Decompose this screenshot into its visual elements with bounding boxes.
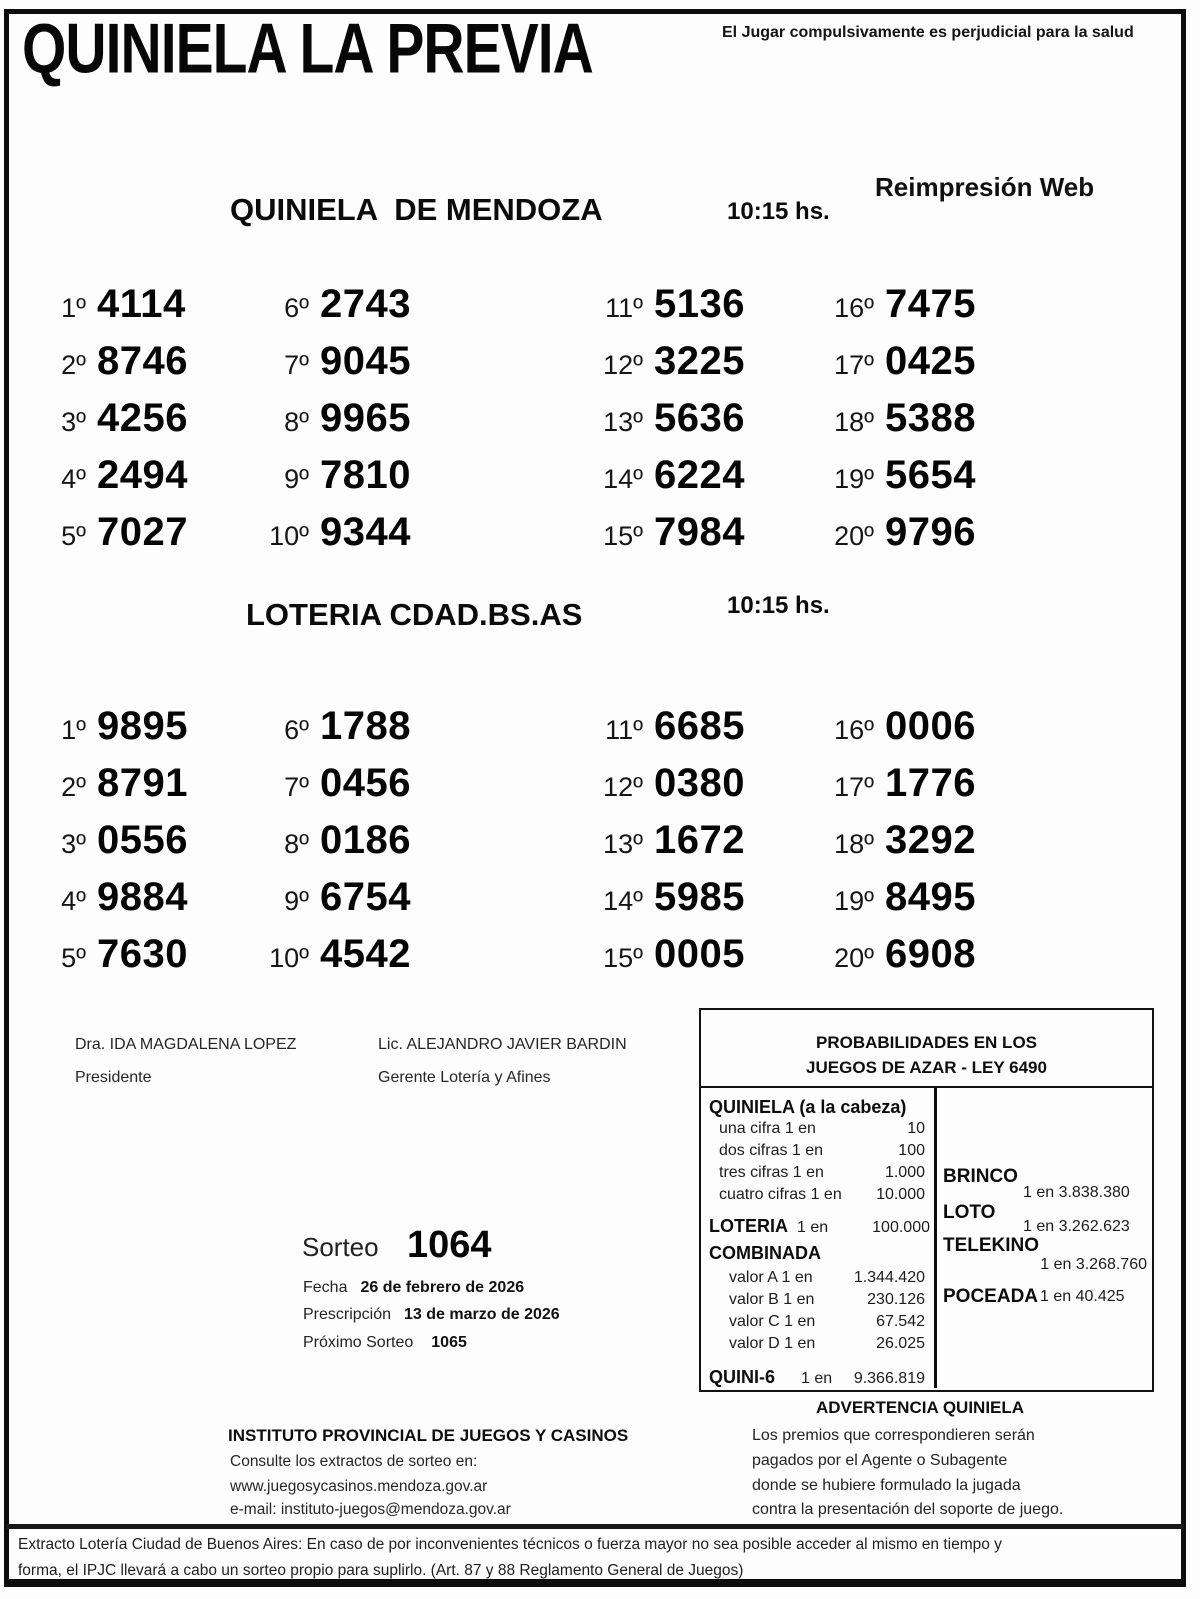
result-number: 4256 xyxy=(97,396,188,440)
game-name-telekino: TELEKINO xyxy=(943,1235,1040,1256)
probabilities-left-column xyxy=(701,1088,934,1388)
result-number: 3225 xyxy=(654,339,745,383)
probabilities-title-line2: JUEGOS DE AZAR - LEY 6490 xyxy=(806,1058,1047,1077)
draw-title-bsas: LOTERIA CDAD.BS.AS xyxy=(246,597,583,632)
result-cell xyxy=(587,504,818,561)
odds-label: valor B 1 en xyxy=(729,1291,815,1308)
results-grid-bsas xyxy=(30,698,1038,983)
odds-row xyxy=(701,1289,934,1311)
result-number: 9965 xyxy=(320,396,411,440)
odds-label: cuatro cifras 1 en xyxy=(719,1186,842,1203)
instituto-website: www.juegosycasinos.mendoza.gov.ar xyxy=(230,1478,488,1495)
advertencia-line: donde se hubiere formulado la jugada xyxy=(752,1477,1021,1494)
game-odds-poceada: 1 en 40.425 xyxy=(1040,1288,1125,1305)
result-position: 4º xyxy=(61,464,86,494)
odds-value: 26.025 xyxy=(876,1335,925,1352)
result-cell xyxy=(818,276,1038,333)
result-cell xyxy=(587,869,818,926)
quini6-odds-value: 9.366.819 xyxy=(853,1370,925,1387)
result-cell xyxy=(818,333,1038,390)
result-position: 7º xyxy=(284,350,309,380)
result-position: 10º xyxy=(269,943,309,973)
quiniela-odds-header: QUINIELA (a la cabeza) xyxy=(709,1097,907,1117)
result-number: 1788 xyxy=(320,704,411,748)
result-position: 11º xyxy=(605,293,643,323)
odds-value: 10.000 xyxy=(876,1186,925,1203)
result-cell xyxy=(30,755,253,812)
result-position: 10º xyxy=(269,521,309,551)
game-name-loto: LOTO xyxy=(943,1202,996,1223)
result-number: 1672 xyxy=(654,818,745,862)
result-number: 9884 xyxy=(97,875,188,919)
advertencia-line: pagados por el Agente o Subagente xyxy=(752,1452,1008,1469)
official-role-president: Presidente xyxy=(75,1069,152,1086)
result-position: 14º xyxy=(603,464,643,494)
result-position: 1º xyxy=(61,715,86,745)
result-number: 8791 xyxy=(97,761,188,805)
official-name-president: Dra. IDA MAGDALENA LOPEZ xyxy=(75,1036,297,1053)
result-number: 5654 xyxy=(885,453,976,497)
result-cell xyxy=(30,390,253,447)
result-position: 17º xyxy=(834,350,874,380)
result-cell xyxy=(30,869,253,926)
result-cell xyxy=(818,755,1038,812)
official-role-manager: Gerente Lotería y Afines xyxy=(378,1069,551,1086)
result-position: 13º xyxy=(603,407,643,437)
result-cell xyxy=(253,276,587,333)
result-number: 1776 xyxy=(885,761,976,805)
footer-disclaimer-line: forma, el IPJC llevará a cabo un sorteo propio para suplirlo. (Art. 87 y 88 Reglamento General de Juegos) xyxy=(18,1562,744,1579)
result-cell xyxy=(30,812,253,869)
advertencia-line: contra la presentación del soporte de juego. xyxy=(752,1501,1064,1518)
result-cell xyxy=(587,390,818,447)
draw-time-mendoza: 10:15 hs. xyxy=(727,198,830,225)
loteria-odds-row xyxy=(701,1215,934,1239)
result-position: 18º xyxy=(834,829,874,859)
result-cell xyxy=(253,812,587,869)
result-position: 3º xyxy=(61,407,86,437)
result-cell xyxy=(30,504,253,561)
prescripcion-value: 13 de marzo de 2026 xyxy=(404,1306,560,1323)
result-cell xyxy=(587,276,818,333)
odds-row xyxy=(701,1118,934,1140)
result-cell xyxy=(253,926,587,983)
result-number: 3292 xyxy=(885,818,976,862)
prescripcion-line xyxy=(303,1306,560,1324)
instituto-line: Consulte los extractos de sorteo en: xyxy=(230,1453,478,1470)
instituto-title: INSTITUTO PROVINCIAL DE JUEGOS Y CASINOS xyxy=(228,1426,629,1445)
draw-title-mendoza: QUINIELA DE MENDOZA xyxy=(230,192,603,227)
advertencia-title: ADVERTENCIA QUINIELA xyxy=(815,1398,1025,1417)
probabilities-title-line1: PROBABILIDADES EN LOS xyxy=(815,1033,1038,1052)
odds-value: 1.344.420 xyxy=(853,1269,925,1286)
result-cell xyxy=(30,333,253,390)
result-position: 12º xyxy=(603,772,643,802)
result-number: 4542 xyxy=(320,932,411,976)
odds-label: valor C 1 en xyxy=(729,1313,816,1330)
sorteo-label: Sorteo xyxy=(302,1232,379,1262)
result-position: 16º xyxy=(834,293,874,323)
result-cell xyxy=(587,447,818,504)
result-cell xyxy=(587,698,818,755)
result-position: 2º xyxy=(61,772,86,802)
fecha-value: 26 de febrero de 2026 xyxy=(360,1279,525,1296)
probabilities-right-column xyxy=(937,1088,1152,1388)
result-number: 9895 xyxy=(97,704,188,748)
footer-divider xyxy=(6,1524,1184,1529)
result-position: 12º xyxy=(603,350,643,380)
quini6-odds-mid: 1 en xyxy=(801,1370,833,1387)
game-odds-loto: 1 en 3.262.623 xyxy=(1023,1218,1130,1235)
result-number: 5136 xyxy=(654,282,745,326)
prescripcion-label: Prescripción xyxy=(303,1306,392,1323)
result-number: 2743 xyxy=(320,282,411,326)
official-name-manager: Lic. ALEJANDRO JAVIER BARDIN xyxy=(378,1036,627,1053)
result-position: 20º xyxy=(834,521,874,551)
loteria-odds-value: 100.000 xyxy=(872,1219,930,1236)
result-position: 13º xyxy=(603,829,643,859)
result-position: 9º xyxy=(284,886,309,916)
result-cell xyxy=(587,926,818,983)
result-number: 0380 xyxy=(654,761,745,805)
result-number: 6685 xyxy=(654,704,745,748)
result-position: 3º xyxy=(61,829,86,859)
result-cell xyxy=(253,333,587,390)
result-position: 2º xyxy=(61,350,86,380)
result-position: 6º xyxy=(284,293,309,323)
result-position: 15º xyxy=(603,521,643,551)
loteria-odds-label: LOTERIA xyxy=(709,1216,788,1236)
result-number: 9344 xyxy=(320,510,411,554)
odds-value: 230.126 xyxy=(867,1291,925,1308)
odds-label: tres cifras 1 en xyxy=(719,1164,824,1181)
sorteo-number: 1064 xyxy=(407,1224,492,1266)
footer-disclaimer-line: Extracto Lotería Ciudad de Buenos Aires: En caso de por inconvenientes técnicos o fuerza mayor no sea posible acceder al mismo en tiempo y xyxy=(18,1536,1002,1553)
result-position: 8º xyxy=(284,829,309,859)
result-cell xyxy=(818,504,1038,561)
reprint-web-label: Reimpresión Web xyxy=(875,172,1095,202)
instituto-email: e-mail: instituto-juegos@mendoza.gov.ar xyxy=(230,1501,511,1518)
result-position: 17º xyxy=(834,772,874,802)
proximo-sorteo-value: 1065 xyxy=(431,1334,467,1351)
odds-row xyxy=(701,1140,934,1162)
quini6-odds-label: QUINI-6 xyxy=(709,1367,776,1387)
game-name-brinco: BRINCO xyxy=(943,1166,1018,1187)
result-position: 4º xyxy=(61,886,86,916)
result-number: 9796 xyxy=(885,510,976,554)
result-cell xyxy=(587,333,818,390)
advertencia-line: Los premios que correspondieren serán xyxy=(752,1427,1035,1444)
game-name-poceada: POCEADA xyxy=(943,1286,1039,1307)
result-number: 0456 xyxy=(320,761,411,805)
result-cell xyxy=(818,698,1038,755)
probabilities-body xyxy=(701,1088,1152,1388)
probabilities-title xyxy=(701,1010,1152,1088)
odds-row xyxy=(701,1162,934,1184)
result-cell xyxy=(587,812,818,869)
odds-value: 67.542 xyxy=(876,1313,925,1330)
result-position: 11º xyxy=(605,715,643,745)
result-number: 5388 xyxy=(885,396,976,440)
result-number: 4114 xyxy=(97,282,186,326)
result-number: 5636 xyxy=(654,396,745,440)
health-warning: El Jugar compulsivamente es perjudicial para la salud xyxy=(722,24,1134,41)
result-number: 6908 xyxy=(885,932,976,976)
result-position: 18º xyxy=(834,407,874,437)
result-number: 7984 xyxy=(654,510,745,554)
result-position: 20º xyxy=(834,943,874,973)
odds-label: una cifra 1 en xyxy=(719,1120,816,1137)
game-odds-telekino: 1 en 3.268.760 xyxy=(1040,1256,1147,1273)
odds-row xyxy=(701,1333,934,1355)
odds-row xyxy=(701,1184,934,1206)
result-number: 0006 xyxy=(885,704,976,748)
result-cell xyxy=(30,698,253,755)
result-number: 7475 xyxy=(885,282,976,326)
result-cell xyxy=(253,447,587,504)
result-number: 0005 xyxy=(654,932,745,976)
odds-value: 10 xyxy=(907,1120,925,1137)
result-number: 7630 xyxy=(97,932,188,976)
result-cell xyxy=(30,276,253,333)
result-position: 16º xyxy=(834,715,874,745)
result-cell xyxy=(818,390,1038,447)
result-number: 9045 xyxy=(320,339,411,383)
proximo-sorteo-label: Próximo Sorteo xyxy=(303,1334,414,1351)
quini6-odds-row xyxy=(701,1366,934,1390)
result-position: 9º xyxy=(284,464,309,494)
result-number: 6224 xyxy=(654,453,745,497)
odds-row xyxy=(701,1267,934,1289)
result-position: 1º xyxy=(61,293,86,323)
result-position: 7º xyxy=(284,772,309,802)
result-cell xyxy=(818,812,1038,869)
fecha-label: Fecha xyxy=(303,1279,348,1296)
odds-value: 100 xyxy=(898,1142,925,1159)
odds-row xyxy=(701,1311,934,1333)
result-cell xyxy=(818,869,1038,926)
result-position: 8º xyxy=(284,407,309,437)
draw-time-bsas: 10:15 hs. xyxy=(727,592,830,619)
result-cell xyxy=(30,926,253,983)
result-number: 7027 xyxy=(97,510,188,554)
result-position: 6º xyxy=(284,715,309,745)
game-odds-brinco: 1 en 3.838.380 xyxy=(1023,1184,1130,1201)
result-number: 0186 xyxy=(320,818,411,862)
result-number: 0425 xyxy=(885,339,976,383)
result-cell xyxy=(818,926,1038,983)
result-cell xyxy=(30,447,253,504)
result-position: 5º xyxy=(61,521,86,551)
odds-value: 1.000 xyxy=(884,1164,925,1181)
result-cell xyxy=(253,504,587,561)
odds-label: valor A 1 en xyxy=(729,1269,813,1286)
result-number: 7810 xyxy=(320,453,411,497)
result-position: 5º xyxy=(61,943,86,973)
result-number: 6754 xyxy=(320,875,411,919)
result-cell xyxy=(253,755,587,812)
result-position: 19º xyxy=(834,886,874,916)
result-number: 8495 xyxy=(885,875,976,919)
result-position: 14º xyxy=(603,886,643,916)
result-cell xyxy=(253,390,587,447)
results-grid-mendoza xyxy=(30,276,1038,561)
proximo-sorteo-line xyxy=(303,1334,467,1352)
combinada-odds-header: COMBINADA xyxy=(709,1243,821,1263)
result-position: 15º xyxy=(603,943,643,973)
probabilities-box xyxy=(699,1008,1154,1392)
page-title: QUINIELA LA PREVIA xyxy=(22,8,593,88)
odds-label: dos cifras 1 en xyxy=(719,1142,824,1159)
odds-label: valor D 1 en xyxy=(729,1335,816,1352)
result-number: 0556 xyxy=(97,818,188,862)
result-number: 2494 xyxy=(97,453,188,497)
result-number: 5985 xyxy=(654,875,745,919)
fecha-line xyxy=(303,1279,524,1297)
result-cell xyxy=(587,755,818,812)
result-number: 8746 xyxy=(97,339,188,383)
result-cell xyxy=(818,447,1038,504)
loteria-odds-mid: 1 en xyxy=(797,1219,829,1236)
result-cell xyxy=(253,698,587,755)
result-cell xyxy=(253,869,587,926)
result-position: 19º xyxy=(834,464,874,494)
